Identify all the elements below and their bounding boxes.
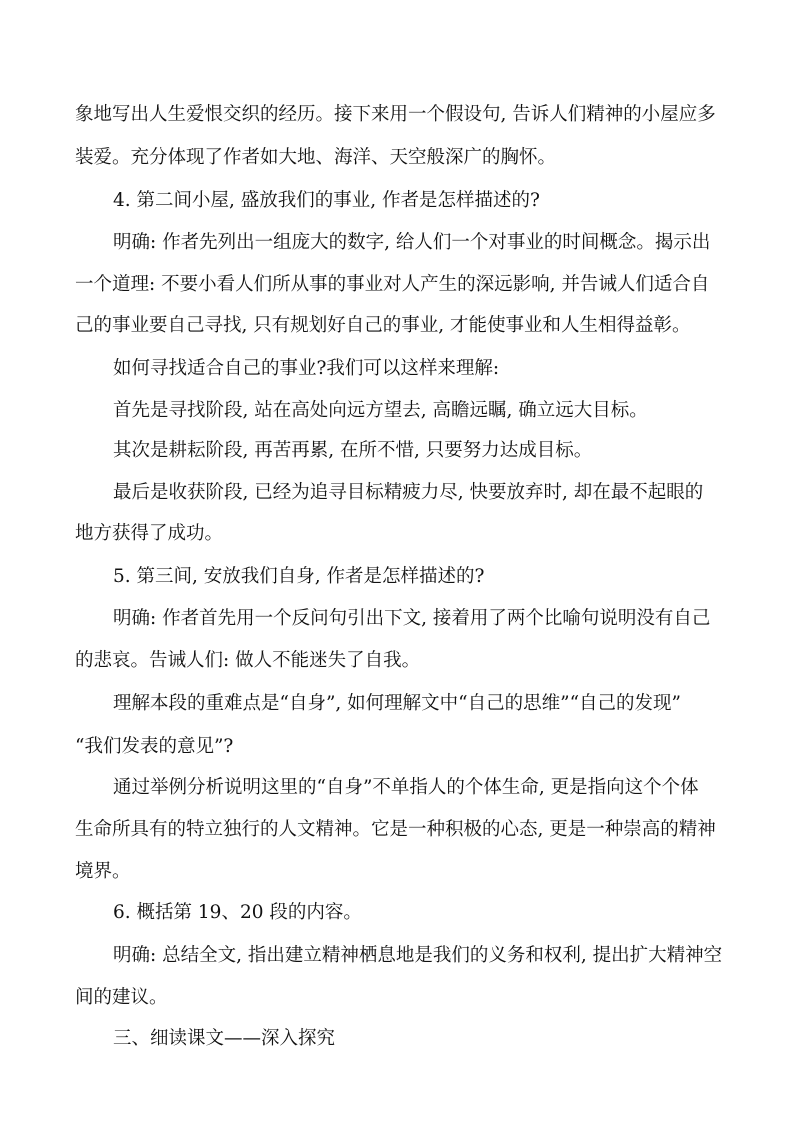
text-line: 如何寻找适合自己的事业?我们可以这样来理解:	[113, 358, 500, 379]
text-line: 6. 概括第 19、20 段的内容。	[113, 902, 362, 923]
text-line: 5. 第三间, 安放我们自身, 作者是怎样描述的?	[113, 566, 485, 587]
text-line: 地方获得了成功。	[75, 523, 224, 544]
text-line: 的悲哀。告诫人们: 做人不能迷失了自我。	[75, 650, 421, 671]
text-line: 境界。	[75, 861, 131, 882]
text-line: 理解本段的重难点是“自身”, 如何理解文中“自己的思维”“自己的发现”	[113, 693, 682, 714]
text-line: 其次是耕耘阶段, 再苦再累, 在所不惜, 只要努力达成目标。	[113, 440, 593, 461]
text-line: 明确: 作者先列出一组庞大的数字, 给人们一个对事业的时间概念。揭示出	[113, 232, 711, 253]
section-heading: 三、细读课文——深入探究	[113, 1028, 336, 1049]
text-line: 一个道理: 不要小看人们所从事的事业对人产生的深远影响, 并告诫人们适合自	[75, 274, 710, 295]
text-line: 明确: 总结全文, 指出建立精神栖息地是我们的义务和权利, 提出扩大精神空	[113, 945, 723, 966]
text-line: 装爱。充分体现了作者如大地、海洋、天空般深广的胸怀。	[75, 147, 557, 168]
text-line: 明确: 作者首先用一个反问句引出下文, 接着用了两个比喻句说明没有自己	[113, 608, 711, 629]
text-line: 最后是收获阶段, 已经为追寻目标精疲力尽, 快要放弃时, 却在最不起眼的	[113, 482, 704, 503]
text-line: 通过举例分析说明这里的“自身”不单指人的个体生命, 更是指向这个个体	[113, 777, 699, 798]
text-line: 生命所具有的特立独行的人文精神。它是一种积极的心态, 更是一种崇高的精神	[75, 819, 716, 840]
text-line: 4. 第二间小屋, 盛放我们的事业, 作者是怎样描述的?	[113, 190, 540, 211]
text-line: “我们发表的意见”?	[75, 736, 234, 757]
text-line: 间的建议。	[75, 987, 168, 1008]
text-line: 象地写出人生爱恨交织的经历。接下来用一个假设句, 告诉人们精神的小屋应多	[75, 104, 716, 125]
text-line: 首先是寻找阶段, 站在高处向远方望去, 高瞻远瞩, 确立远大目标。	[113, 400, 648, 421]
text-line: 己的事业要自己寻找, 只有规划好自己的事业, 才能使事业和人生相得益彰。	[75, 315, 691, 336]
